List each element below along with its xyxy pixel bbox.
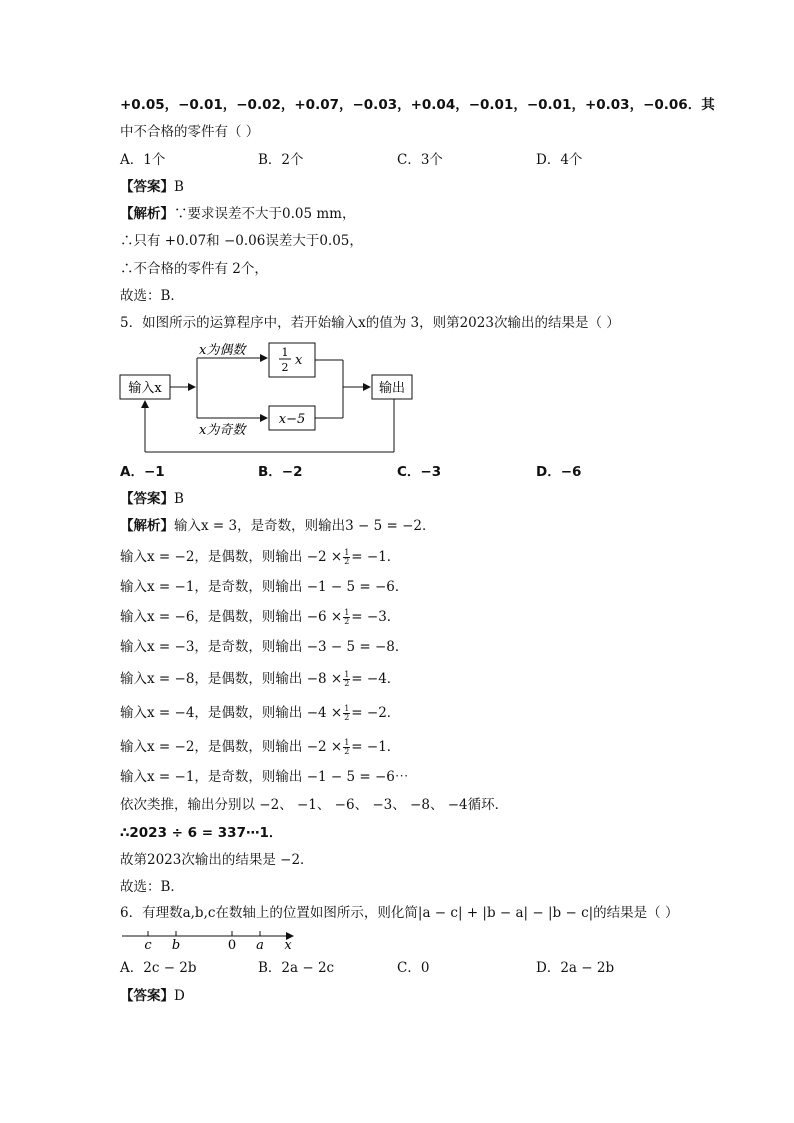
q6-option-d: D．2a − 2b <box>536 960 615 976</box>
step-fraction <box>343 609 350 626</box>
step-text: 输入x = −8，是偶数，则输出 −8 × <box>120 671 343 687</box>
step-text: 输入x = −6，是偶数，则输出 −6 × <box>120 609 343 625</box>
numberline-zero: 0 <box>227 938 237 952</box>
q6-option-b: B．2a − 2c <box>258 960 335 976</box>
analysis-text: ∵要求误差不大于0.05 mm， <box>174 206 356 222</box>
q5-stem: 5．如图所示的运算程序中，若开始输入x的值为 3，则第2023次输出的结果是（ ） <box>120 315 620 331</box>
fraction-denominator: 2 <box>344 557 350 566</box>
answer-value: D <box>174 988 185 1004</box>
q6-answer <box>120 987 185 1005</box>
answer-label: 【答案】 <box>120 179 174 195</box>
fraction-numerator: 1 <box>344 670 350 679</box>
fraction-numerator: 1 <box>344 608 350 617</box>
answer-value: B <box>174 491 184 507</box>
step-result: = −4． <box>351 671 401 687</box>
q4-option-b: B．2个 <box>258 152 304 168</box>
answer-label: 【答案】 <box>120 988 174 1004</box>
q5-step-line <box>120 738 400 756</box>
flow-minus5-text: x−5 <box>278 412 306 427</box>
numberline-b: b <box>171 938 181 952</box>
analysis-label: 【解析】 <box>120 206 174 222</box>
q4-option-a: A．1个 <box>120 152 166 168</box>
q4-analysis-1 <box>120 205 355 223</box>
q5-division: ∴2023 ÷ 6 = 337⋯1． <box>120 825 283 841</box>
q6-option-c: C．0 <box>397 960 430 976</box>
q4-analysis-3: ∴不合格的零件有 2个， <box>120 261 268 277</box>
q5-step-line <box>120 608 400 626</box>
analysis-label: 【解析】 <box>120 518 174 534</box>
flow-even-label: x为偶数 <box>199 343 246 358</box>
q5-option-a: A．−1 <box>120 464 165 480</box>
flow-half-num: 1 <box>281 346 289 359</box>
q4-data-line: +0.05，−0.01，−0.02，+0.07，−0.03，+0.04，−0.01，−0.01，+0.03，−0.06．其 <box>120 97 715 113</box>
step-result: = −1． <box>351 549 401 565</box>
step-text: 输入x = −1，是奇数，则输出 −1 − 5 = −6⋯ <box>120 769 409 785</box>
fraction-denominator: 2 <box>344 679 350 688</box>
step-text: 输入x = −2，是偶数，则输出 −2 × <box>120 549 343 565</box>
step-result: = −1． <box>351 739 401 755</box>
step-text: 输入x = −1，是奇数，则输出 −1 − 5 = −6． <box>120 579 409 595</box>
q5-result: 故第2023次输出的结果是 −2． <box>120 852 314 868</box>
step-text: 输入x = −4，是偶数，则输出 −4 × <box>120 705 343 721</box>
flow-half-var: x <box>295 353 303 368</box>
q5-step-line <box>120 704 400 722</box>
flow-input-text: 输入x <box>128 381 162 396</box>
numberline-x: x <box>284 938 292 952</box>
q5-analysis-first <box>120 517 435 535</box>
q6-number-line <box>118 928 298 952</box>
q5-step-line <box>120 670 400 688</box>
step-fraction <box>343 671 350 688</box>
q5-step-line <box>120 578 408 596</box>
q6-option-a: A．2c − 2b <box>120 960 197 976</box>
step-result: = −2． <box>351 705 401 721</box>
fraction-numerator: 1 <box>344 548 350 557</box>
q5-option-c: C．−3 <box>397 464 442 480</box>
q4-conclusion: 故选：B． <box>120 288 184 304</box>
flow-half-box <box>269 343 315 377</box>
q6-stem: 6．有理数a,b,c在数轴上的位置如图所示，则化简|a − c| + |b − a| − |b − c|的结果是（ ） <box>120 905 679 921</box>
flow-output-text: 输出 <box>378 381 406 396</box>
q5-option-b: B．−2 <box>258 464 303 480</box>
numberline-a: a <box>256 938 264 952</box>
q4-option-d: D．4个 <box>536 152 583 168</box>
q4-analysis-2: ∴只有 +0.07和 −0.06误差大于0.05， <box>120 233 363 249</box>
q5-step-line <box>120 768 408 786</box>
step-text: 输入x = −3，是奇数，则输出 −3 − 5 = −8． <box>120 639 409 655</box>
fraction-numerator: 1 <box>344 738 350 747</box>
q5-conclusion: 故选：B． <box>120 879 184 895</box>
answer-value: B <box>174 179 184 195</box>
numberline-c: c <box>144 938 152 952</box>
flow-odd-label: x为奇数 <box>199 423 246 438</box>
step-fraction <box>343 705 350 722</box>
fraction-numerator: 1 <box>344 704 350 713</box>
q5-answer <box>120 490 184 508</box>
fraction-denominator: 2 <box>344 747 350 756</box>
q5-step-line <box>120 548 400 566</box>
fraction-denominator: 2 <box>344 617 350 626</box>
q4-option-c: C．3个 <box>397 152 443 168</box>
fraction-denominator: 2 <box>344 713 350 722</box>
q5-option-d: D．−6 <box>536 464 582 480</box>
answer-label: 【答案】 <box>120 491 174 507</box>
flow-half-den: 2 <box>281 361 289 374</box>
q5-step-line <box>120 638 408 656</box>
step-fraction <box>343 739 350 756</box>
q5-flowchart <box>115 338 425 458</box>
step-fraction <box>343 549 350 566</box>
q4-question-line: 中不合格的零件有（ ） <box>120 124 260 140</box>
q4-answer <box>120 178 184 196</box>
analysis-text: 输入x = 3，是奇数，则输出3 − 5 = −2． <box>174 518 436 534</box>
step-result: = −3． <box>351 609 401 625</box>
step-text: 输入x = −2，是偶数，则输出 −2 × <box>120 739 343 755</box>
q5-cycle: 依次类推，输出分别以 −2、 −1、 −6、 −3、 −8、 −4循环． <box>120 797 509 813</box>
